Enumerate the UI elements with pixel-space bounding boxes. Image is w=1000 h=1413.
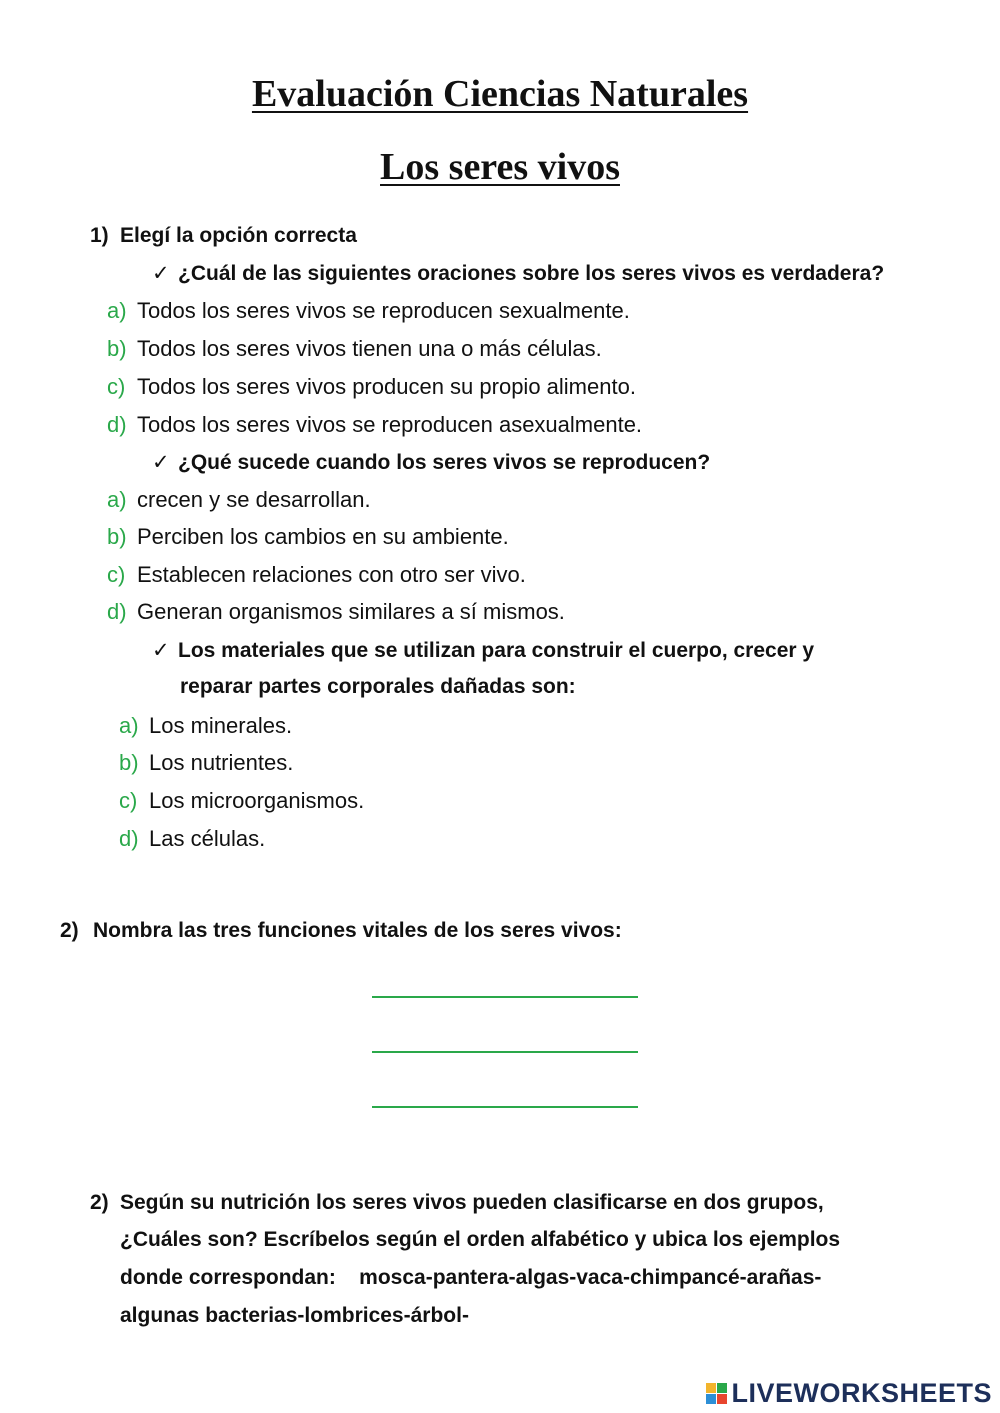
question-1 [152, 261, 884, 286]
answer-line-2[interactable] [372, 1051, 638, 1053]
option-text: Generan organismos similares a sí mismos. [137, 599, 565, 624]
option-text: crecen y se desarrollan. [137, 487, 371, 512]
option-letter: b) [119, 750, 139, 775]
question-2-text: ¿Qué sucede cuando los seres vivos se reproducen? [178, 451, 711, 474]
option-letter: a) [107, 298, 127, 323]
section3-line-2: ¿Cuáles son? Escríbelos según el orden alfabético y ubica los ejemplos [120, 1228, 841, 1251]
option-letter: a) [119, 713, 139, 738]
section3-line-3: donde correspondan: mosca-pantera-algas-vaca-chimpancé-arañas- [120, 1266, 822, 1289]
option-letter: d) [107, 412, 127, 437]
option-letter: b) [107, 524, 127, 549]
option-letter: c) [119, 788, 138, 813]
option-text: Los microorganismos. [149, 788, 365, 813]
question-3 [152, 638, 814, 663]
q2-option-c [107, 562, 526, 588]
section2-heading [60, 919, 622, 943]
section2-heading-text: Nombra las tres funciones vitales de los seres vivos: [93, 919, 622, 942]
answer-line-3[interactable] [372, 1106, 638, 1108]
logo-mark-icon [706, 1383, 727, 1404]
question-1-text: ¿Cuál de las siguientes oraciones sobre los seres vivos es verdadera? [178, 262, 885, 285]
section1-number: 1) [90, 224, 109, 247]
option-text: Perciben los cambios en su ambiente. [137, 524, 509, 549]
checkmark-icon: ✓ [152, 451, 170, 474]
option-text: Los minerales. [149, 713, 293, 738]
q3-option-d [119, 826, 265, 852]
option-letter: c) [107, 374, 126, 399]
option-letter: c) [107, 562, 126, 587]
section3-line-4: algunas bacterias-lombrices-árbol- [120, 1304, 469, 1327]
checkmark-icon: ✓ [152, 639, 170, 662]
question-3-text-line1: Los materiales que se utilizan para construir el cuerpo, crecer y [178, 639, 815, 662]
page-subtitle: Los seres vivos [380, 146, 620, 188]
option-text: Todos los seres vivos se reproducen sexualmente. [137, 298, 630, 323]
q1-option-b [107, 336, 602, 362]
option-text: Todos los seres vivos se reproducen asexualmente. [137, 412, 643, 437]
q1-option-c [107, 374, 636, 400]
q3-option-b [119, 750, 293, 776]
question-2 [152, 450, 710, 475]
checkmark-icon: ✓ [152, 262, 170, 285]
section3-line-1: Según su nutrición los seres vivos pueden clasificarse en dos grupos, [120, 1191, 824, 1214]
section1-heading [90, 224, 357, 248]
q2-option-a [107, 487, 371, 513]
section1-heading-text: Elegí la opción correcta [120, 224, 357, 247]
option-letter: d) [119, 826, 139, 851]
logo-text: LIVEWORKSHEETS [731, 1378, 992, 1408]
option-text: Todos los seres vivos producen su propio alimento. [137, 374, 636, 399]
option-letter: d) [107, 599, 127, 624]
answer-line-1[interactable] [372, 996, 638, 998]
q3-option-a [119, 713, 292, 739]
section3-number: 2) [90, 1191, 109, 1214]
option-text: Establecen relaciones con otro ser vivo. [137, 562, 526, 587]
q2-option-d [107, 599, 565, 625]
liveworksheets-logo [706, 1378, 992, 1409]
page-title: Evaluación Ciencias Naturales [251, 73, 749, 115]
q1-option-d [107, 412, 642, 438]
question-3-text-line2: reparar partes corporales dañadas son: [180, 675, 576, 698]
section2-number: 2) [60, 919, 79, 942]
q1-option-a [107, 298, 630, 324]
option-letter: a) [107, 487, 127, 512]
option-text: Todos los seres vivos tienen una o más células. [137, 336, 602, 361]
q2-option-b [107, 524, 509, 550]
option-letter: b) [107, 336, 127, 361]
option-text: Las células. [149, 826, 266, 851]
q3-option-c [119, 788, 364, 814]
option-text: Los nutrientes. [149, 750, 294, 775]
